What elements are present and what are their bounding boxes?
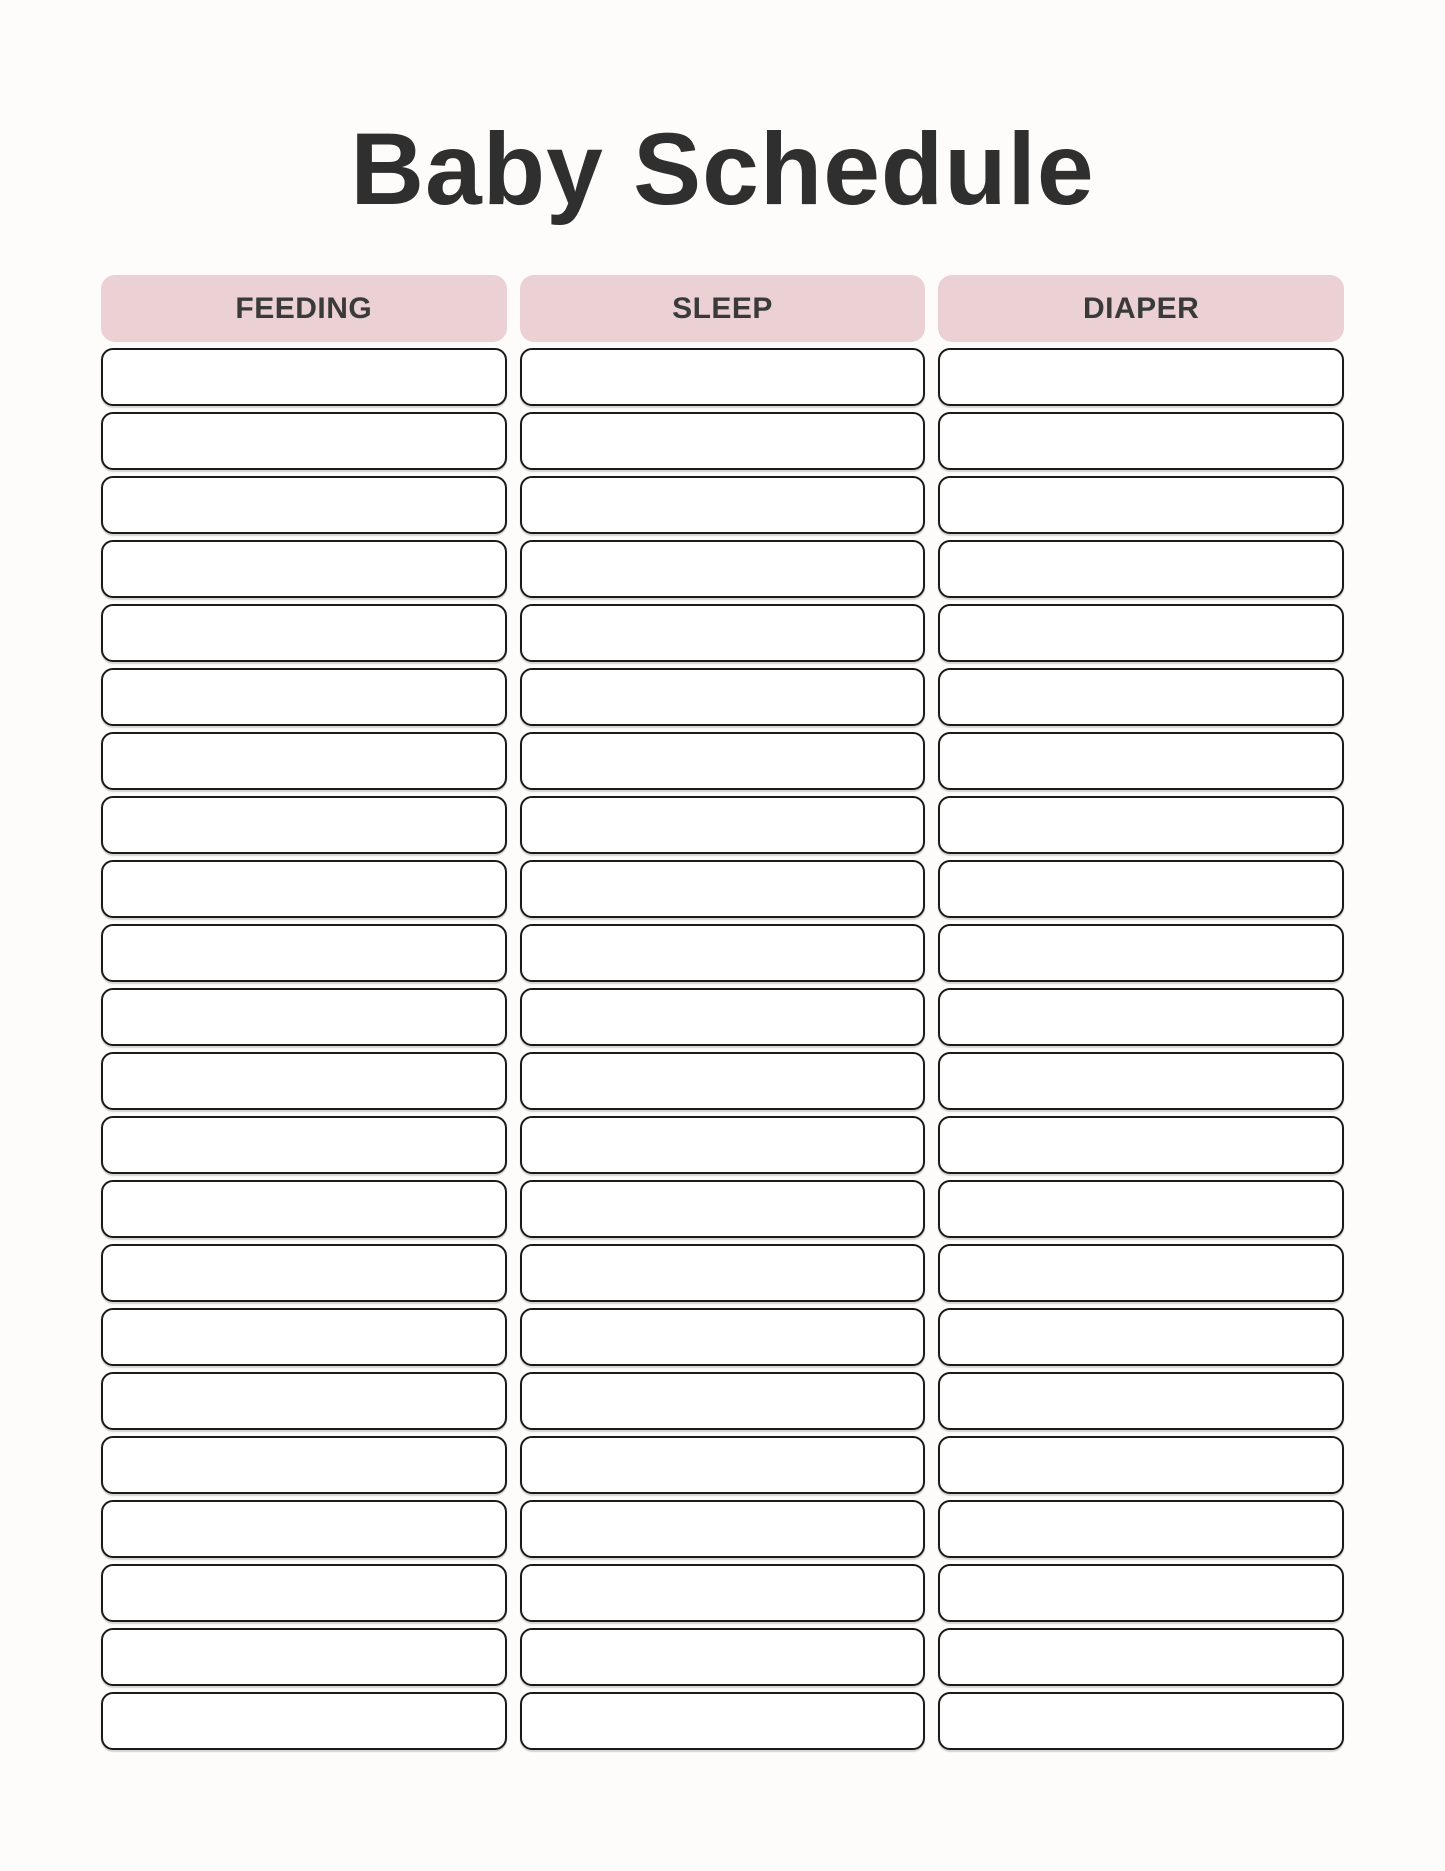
- feeding-entry-cell[interactable]: [101, 540, 507, 598]
- diaper-entry-cell[interactable]: [938, 1180, 1344, 1238]
- sleep-entry-cell[interactable]: [520, 1052, 926, 1110]
- sleep-column-header: SLEEP: [520, 275, 926, 342]
- sleep-entry-cell[interactable]: [520, 1372, 926, 1430]
- sleep-entry-cell[interactable]: [520, 1308, 926, 1366]
- feeding-entry-cell[interactable]: [101, 1052, 507, 1110]
- schedule-board: [101, 275, 1344, 1750]
- feeding-entry-cell[interactable]: [101, 924, 507, 982]
- sleep-entry-cell[interactable]: [520, 1628, 926, 1686]
- sleep-entry-cell[interactable]: [520, 540, 926, 598]
- sleep-entry-cell[interactable]: [520, 1116, 926, 1174]
- diaper-entry-cell[interactable]: [938, 924, 1344, 982]
- page-title: Baby Schedule: [350, 112, 1095, 226]
- diaper-entry-cell[interactable]: [938, 1564, 1344, 1622]
- feeding-entry-cell[interactable]: [101, 412, 507, 470]
- feeding-column-header: FEEDING: [101, 275, 507, 342]
- sleep-entry-cell[interactable]: [520, 1244, 926, 1302]
- feeding-entry-cell[interactable]: [101, 732, 507, 790]
- sleep-entry-cell[interactable]: [520, 668, 926, 726]
- diaper-entry-cell[interactable]: [938, 1116, 1344, 1174]
- diaper-entry-cell[interactable]: [938, 540, 1344, 598]
- feeding-entry-cell[interactable]: [101, 1692, 507, 1750]
- feeding-entry-cell[interactable]: [101, 1308, 507, 1366]
- column-feeding: [101, 275, 507, 1750]
- diaper-entry-cell[interactable]: [938, 476, 1344, 534]
- diaper-entry-cell[interactable]: [938, 732, 1344, 790]
- diaper-entry-cell[interactable]: [938, 796, 1344, 854]
- sleep-entry-cell[interactable]: [520, 412, 926, 470]
- sleep-entry-cell[interactable]: [520, 1180, 926, 1238]
- sleep-entry-cell[interactable]: [520, 476, 926, 534]
- sleep-entry-cell[interactable]: [520, 348, 926, 406]
- diaper-entry-cell[interactable]: [938, 1308, 1344, 1366]
- sleep-entry-cell[interactable]: [520, 1500, 926, 1558]
- diaper-entry-cell[interactable]: [938, 1692, 1344, 1750]
- column-sleep: [520, 275, 926, 1750]
- diaper-entry-cell[interactable]: [938, 668, 1344, 726]
- diaper-entry-cell[interactable]: [938, 1500, 1344, 1558]
- sleep-entry-cell[interactable]: [520, 604, 926, 662]
- diaper-entry-cell[interactable]: [938, 412, 1344, 470]
- sleep-entry-cell[interactable]: [520, 1692, 926, 1750]
- feeding-entry-cell[interactable]: [101, 1116, 507, 1174]
- feeding-entry-cell[interactable]: [101, 476, 507, 534]
- feeding-entry-cell[interactable]: [101, 988, 507, 1046]
- feeding-entry-cell[interactable]: [101, 1436, 507, 1494]
- diaper-entry-cell[interactable]: [938, 860, 1344, 918]
- diaper-entry-cell[interactable]: [938, 1052, 1344, 1110]
- diaper-entry-cell[interactable]: [938, 988, 1344, 1046]
- sleep-entry-cell[interactable]: [520, 988, 926, 1046]
- feeding-entry-cell[interactable]: [101, 796, 507, 854]
- diaper-entry-cell[interactable]: [938, 1436, 1344, 1494]
- sleep-entry-cell[interactable]: [520, 1436, 926, 1494]
- feeding-entry-cell[interactable]: [101, 668, 507, 726]
- diaper-column-header: DIAPER: [938, 275, 1344, 342]
- feeding-entry-cell[interactable]: [101, 604, 507, 662]
- diaper-entry-cell[interactable]: [938, 604, 1344, 662]
- sleep-entry-cell[interactable]: [520, 860, 926, 918]
- sleep-entry-cell[interactable]: [520, 732, 926, 790]
- diaper-entry-cell[interactable]: [938, 1628, 1344, 1686]
- diaper-entry-cell[interactable]: [938, 348, 1344, 406]
- feeding-entry-cell[interactable]: [101, 860, 507, 918]
- sleep-entry-cell[interactable]: [520, 924, 926, 982]
- feeding-entry-cell[interactable]: [101, 1180, 507, 1238]
- sleep-entry-cell[interactable]: [520, 1564, 926, 1622]
- feeding-entry-cell[interactable]: [101, 1628, 507, 1686]
- diaper-entry-cell[interactable]: [938, 1244, 1344, 1302]
- feeding-entry-cell[interactable]: [101, 1244, 507, 1302]
- feeding-entry-cell[interactable]: [101, 348, 507, 406]
- diaper-entry-cell[interactable]: [938, 1372, 1344, 1430]
- feeding-entry-cell[interactable]: [101, 1564, 507, 1622]
- column-diaper: [938, 275, 1344, 1750]
- feeding-entry-cell[interactable]: [101, 1500, 507, 1558]
- sleep-entry-cell[interactable]: [520, 796, 926, 854]
- feeding-entry-cell[interactable]: [101, 1372, 507, 1430]
